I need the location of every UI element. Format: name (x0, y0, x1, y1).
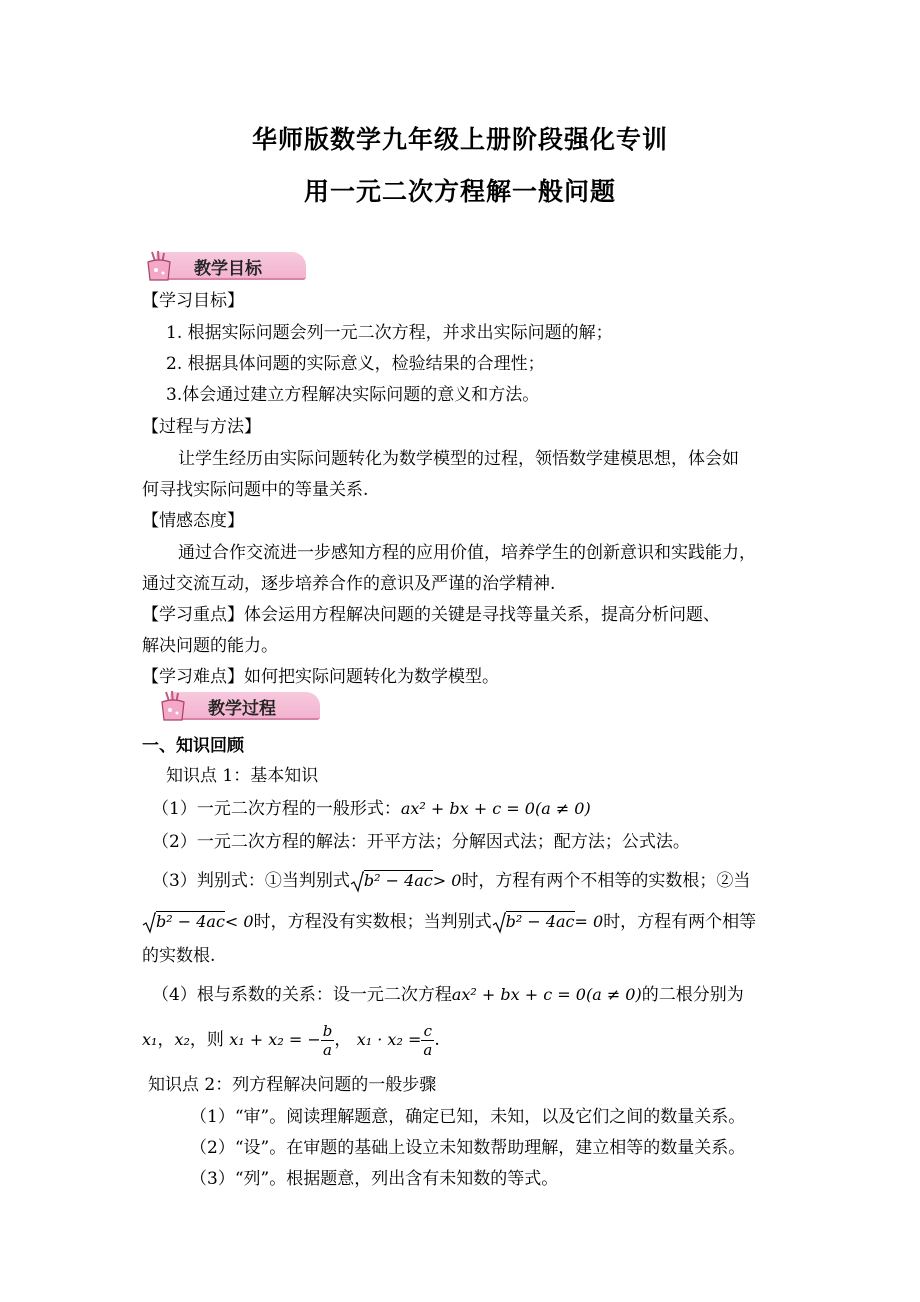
fraction-c-over-a: $\frac{c}{a}$ (423, 1022, 433, 1059)
product-formula: x₁ · x₂ = (356, 1030, 422, 1049)
paragraph-line: 何寻找实际问题中的等量关系. (142, 480, 369, 500)
keypoint-line: 解决问题的能力。 (142, 636, 278, 656)
lt-zero: < 0 (224, 912, 254, 931)
item-text: （3）判别式：①当判别式 (152, 871, 350, 891)
gt-zero: > 0 (432, 871, 462, 890)
badge-label: 教学过程 (208, 699, 276, 719)
general-form-formula: ax² + bx + c = 0(a ≠ 0) (451, 985, 642, 1004)
kp1-item-4-line1 (152, 984, 744, 1006)
step-item: （3）“列”。根据题意，列出含有未知数的等式。 (190, 1169, 559, 1189)
step-item: （2）“设”。在审题的基础上设立未知数帮助理解，建立相等的数量关系。 (190, 1138, 746, 1158)
paragraph-line: 让学生经历由实际问题转化为数学模型的过程，领悟数学建模思想，体会如 (178, 449, 739, 469)
goals-heading: 【学习目标】 (142, 291, 244, 311)
sqrt-expression: b² − 4ac (350, 870, 433, 893)
badge-label: 教学目标 (194, 259, 262, 279)
knowledge-point-title: 知识点 1：基本知识 (166, 766, 319, 786)
paragraph-line: 通过合作交流进一步感知方程的应用价值，培养学生的创新意识和实践能力， (178, 543, 756, 563)
item-text: 时，方程有两个不相等的实数根；②当 (461, 871, 751, 891)
document-subtitle: 用一元二次方程解一般问题 (303, 177, 616, 206)
item-text: （1）一元二次方程的一般形式： (152, 799, 401, 819)
kp1-item-4-line2: x₁，x₂，则 x₁ + x₂ = − $\frac{b}{a}$ ， x₁ · x₂ = $\frac{c}{a}$ . (142, 1022, 440, 1059)
pencil-cup-icon (156, 690, 190, 722)
teaching-goals-badge (138, 244, 318, 284)
item-text: 时，方程没有实数根；当判别式 (253, 912, 492, 932)
general-form-formula: ax² + bx + c = 0(a ≠ 0) (400, 799, 591, 818)
pencil-cup-icon (142, 250, 176, 282)
goal-item: 2. 根据具体问题的实际意义，检验结果的合理性； (166, 354, 545, 374)
process-heading: 【过程与方法】 (142, 417, 261, 437)
root-x2: x₂ (174, 1030, 190, 1049)
teaching-process-badge (152, 684, 332, 724)
sqrt-expression: b² − 4ac (142, 911, 225, 934)
goal-item: 3.体会通过建立方程解决实际问题的意义和方法。 (166, 385, 540, 405)
difficulty-line: 【学习难点】如何把实际问题转化为数学模型。 (142, 667, 499, 687)
section-heading: 一、知识回顾 (142, 736, 244, 756)
goal-item: 1. 根据实际问题会列一元二次方程，并求出实际问题的解； (166, 323, 613, 343)
document-title: 华师版数学九年级上册阶段强化专训 (251, 125, 668, 154)
sqrt-expression: b² − 4ac (492, 911, 575, 934)
sum-formula: x₁ + x₂ = − (229, 1030, 321, 1049)
fraction-b-over-a: $\frac{b}{a}$ (322, 1022, 333, 1059)
kp1-item-3-line3: 的实数根. (142, 946, 216, 966)
knowledge-point-title: 知识点 2：列方程解决问题的一般步骤 (148, 1075, 437, 1095)
item-text: 的二根分别为 (641, 985, 744, 1005)
eq-zero: = 0 (574, 912, 604, 931)
attitude-heading: 【情感态度】 (142, 511, 244, 531)
item-text: （4）根与系数的关系：设一元二次方程 (152, 985, 452, 1005)
step-item: （1）“审”。阅读理解题意，确定已知，未知，以及它们之间的数量关系。 (190, 1107, 746, 1127)
kp1-item-3-line1 (152, 870, 750, 893)
kp1-item-1 (152, 798, 591, 820)
root-x1: x₁ (142, 1030, 158, 1049)
kp1-item-2: （2）一元二次方程的解法：开平方法；分解因式法；配方法；公式法。 (152, 832, 690, 852)
kp1-item-3-line2 (142, 911, 756, 934)
paragraph-line: 通过交流互动，逐步培养合作的意识及严谨的治学精神. (142, 574, 556, 594)
item-text: 时，方程有两个相等 (603, 912, 757, 932)
keypoint-line: 【学习重点】体会运用方程解决问题的关键是寻找等量关系，提高分析问题、 (142, 605, 720, 625)
